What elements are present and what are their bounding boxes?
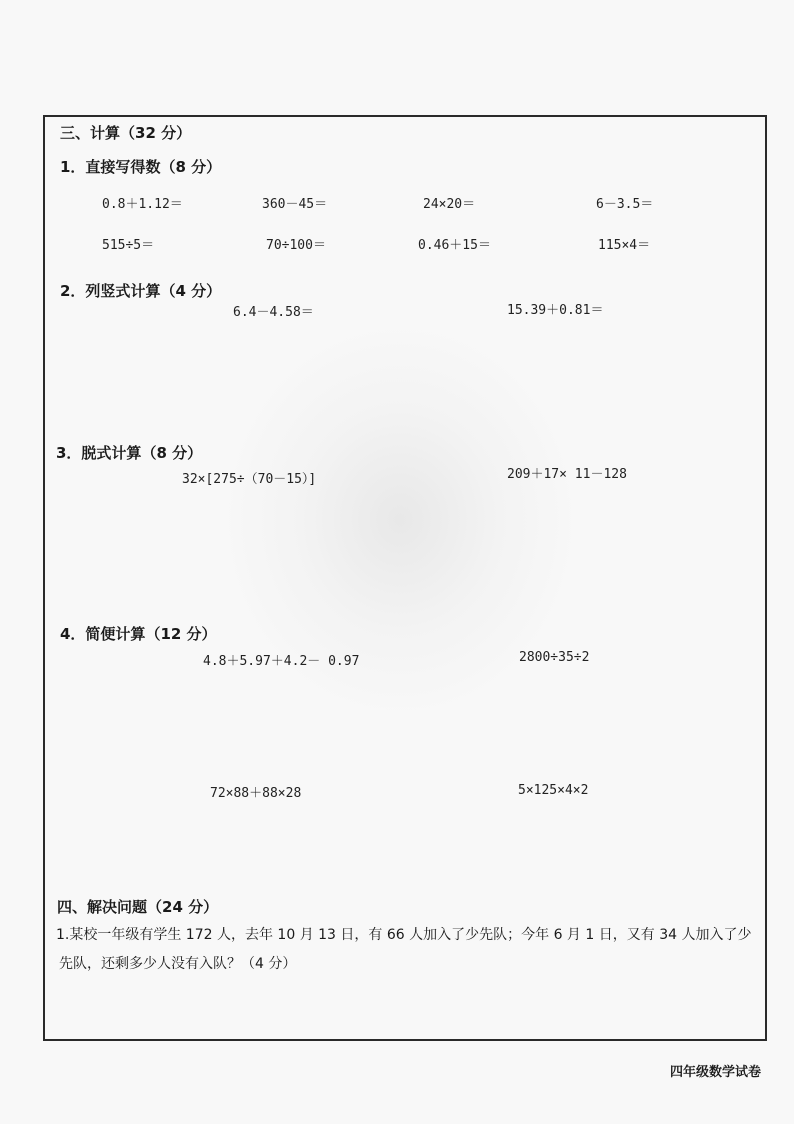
q1-r2-c4: 115×4＝ bbox=[598, 238, 651, 253]
q4-item-2: 2800÷35÷2 bbox=[519, 650, 590, 665]
q1-r1-c1: 0.8＋1.12＝ bbox=[102, 197, 183, 212]
q1-r1-c3: 24×20＝ bbox=[423, 197, 476, 212]
q4-item-3: 72×88＋88×28 bbox=[210, 786, 302, 801]
page-footer-label: 四年级数学试卷 bbox=[670, 1065, 762, 1080]
section4-q1-line2: 先队，还剩多少人没有入队？（4 分） bbox=[59, 956, 297, 972]
q4-title: 4．简便计算（12 分） bbox=[60, 625, 217, 643]
q2-item-2: 15.39＋0.81＝ bbox=[507, 303, 604, 318]
q1-r2-c1: 515÷5＝ bbox=[102, 238, 155, 253]
q4-item-1: 4.8＋5.97＋4.2－ 0.97 bbox=[203, 654, 360, 669]
section3-title: 三、计算（32 分） bbox=[60, 124, 192, 142]
q1-r2-c2: 70÷100＝ bbox=[266, 238, 326, 253]
q4-item-4: 5×125×4×2 bbox=[518, 783, 589, 798]
q2-title: 2．列竖式计算（4 分） bbox=[60, 282, 222, 300]
q2-item-1: 6.4－4.58＝ bbox=[233, 305, 314, 320]
q1-r2-c3: 0.46＋15＝ bbox=[418, 238, 491, 253]
q1-r1-c2: 360－45＝ bbox=[262, 197, 328, 212]
q3-title: 3．脱式计算（8 分） bbox=[56, 444, 203, 462]
q3-item-2: 209＋17× 11－128 bbox=[507, 467, 627, 482]
q1-r1-c4: 6－3.5＝ bbox=[596, 197, 654, 212]
q1-title: 1．直接写得数（8 分） bbox=[60, 158, 222, 176]
section4-q1-line1: 1.某校一年级有学生 172 人，去年 10 月 13 日，有 66 人加入了少先队；今年 6 月 1 日，又有 34 人加入了少 bbox=[56, 927, 752, 943]
q3-item-1: 32×[275÷（70－15）] bbox=[182, 472, 317, 487]
section4-title: 四、解决问题（24 分） bbox=[57, 898, 219, 916]
